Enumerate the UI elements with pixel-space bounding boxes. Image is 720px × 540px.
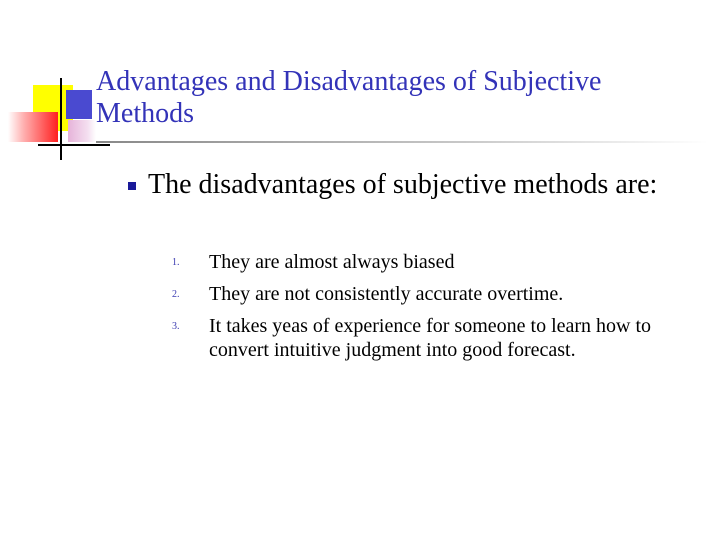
sub-item-number: 2. bbox=[172, 289, 180, 300]
sub-list-item bbox=[172, 250, 692, 274]
logo-vertical-line bbox=[60, 78, 62, 160]
sub-item-number: 3. bbox=[172, 321, 180, 332]
title-divider bbox=[96, 141, 708, 143]
sub-list-item bbox=[172, 282, 692, 306]
numbered-sub-list bbox=[172, 250, 692, 370]
sub-item-text: They are not consistently accurate overtime. bbox=[209, 283, 564, 305]
slide-title: Advantages and Disadvantages of Subjective Methods bbox=[96, 66, 602, 129]
bullet-text: The disadvantages of subjective methods are: bbox=[148, 169, 658, 200]
logo-blue-square bbox=[66, 90, 92, 119]
sub-item-number: 1. bbox=[172, 257, 180, 268]
sub-item-text: It takes yeas of experience for someone to learn how to convert intuitive judgment into good forecast. bbox=[209, 315, 652, 361]
square-bullet-icon bbox=[128, 182, 136, 190]
logo-red-bar bbox=[8, 112, 58, 142]
sub-item-text: They are almost always biased bbox=[209, 251, 455, 273]
sub-list-item bbox=[172, 314, 692, 362]
logo-pink-square bbox=[68, 120, 96, 142]
logo-horizontal-line bbox=[38, 144, 110, 146]
